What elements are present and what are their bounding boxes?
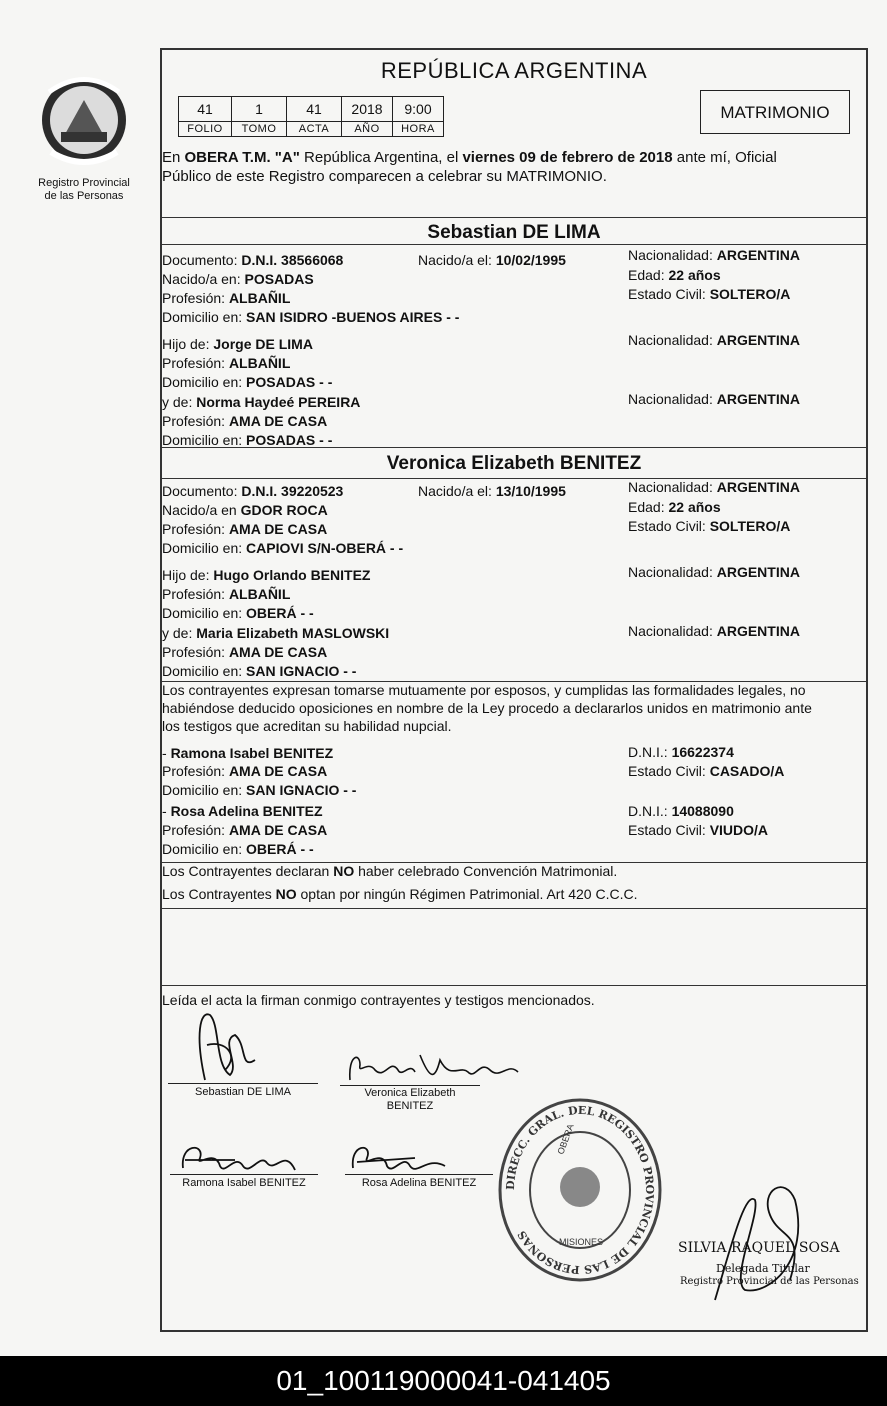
divider [162, 244, 866, 245]
spouse2-mother-nationality [628, 622, 800, 641]
spouse2-profession [162, 520, 327, 539]
signature-witness2 [345, 1138, 455, 1178]
officer-office: Registro Provincial de las Personas [680, 1276, 859, 1287]
label: Profesión: [162, 290, 226, 306]
value: POSADAS - - [246, 432, 333, 448]
spouse1-mother [162, 393, 360, 412]
spouse1-mother-nationality [628, 390, 800, 409]
value: Hugo Orlando BENITEZ [213, 567, 371, 583]
seal-center-bottom: MISIONES [559, 1237, 604, 1247]
value: POSADAS - - [246, 374, 333, 390]
spouse1-mother-profession [162, 412, 327, 431]
value: AMA DE CASA [228, 413, 328, 429]
logo-label-line2: de las Personas [44, 190, 124, 202]
witness2-civil-status [628, 821, 768, 840]
signature-spouse2 [340, 1040, 530, 1090]
spouse2-age [628, 498, 721, 517]
intro-line1 [162, 148, 777, 167]
value: SAN IGNACIO - - [246, 663, 357, 679]
hour-value: 9:00 [393, 97, 444, 122]
value: POSADAS [244, 271, 314, 287]
spouse2-civil-status [628, 517, 790, 536]
label: Nacido/a el: [418, 252, 492, 268]
spouse1-father-address [162, 373, 332, 392]
label: Edad: [628, 267, 665, 283]
seal-center-top: OBERA [555, 1122, 576, 1156]
signature-witness1 [175, 1138, 305, 1178]
value: 22 años [668, 499, 721, 515]
logo-label-line1: Registro Provincial [38, 177, 130, 189]
year-label: AÑO [342, 122, 393, 137]
value: ALBAÑIL [228, 586, 291, 602]
label: Nacionalidad: [628, 564, 713, 580]
value: 16622374 [671, 744, 734, 760]
label: Nacionalidad: [628, 391, 713, 407]
value: SOLTERO/A [709, 518, 791, 534]
value: ALBAÑIL [228, 355, 291, 371]
signature-line [340, 1085, 480, 1086]
intro-mid: República Argentina, el [299, 149, 463, 166]
signature-spouse1 [185, 1005, 265, 1085]
folio-value: 41 [179, 97, 232, 122]
regime-statement [162, 885, 637, 904]
label: Documento: [162, 483, 238, 499]
label: D.N.I.: [628, 744, 668, 760]
label: Profesión: [162, 822, 226, 838]
tomo-label: TOMO [232, 122, 287, 137]
declaration-line2: habiéndose deducido oposiciones en nombre de la Ley procedo a declararlos unidos en matrimonio ante [162, 700, 812, 716]
value: SOLTERO/A [709, 286, 791, 302]
label: Estado Civil: [628, 518, 706, 534]
spouse1-civil-status [628, 285, 790, 304]
folio-label: FOLIO [179, 122, 232, 137]
spouse2-document [162, 482, 343, 501]
divider [162, 908, 866, 909]
label: Edad: [628, 499, 665, 515]
label: Hijo de: [162, 336, 210, 352]
officer-name: SILVIA RAQUEL SOSA [678, 1240, 840, 1256]
label: Estado Civil: [628, 822, 706, 838]
value: ARGENTINA [716, 247, 800, 263]
text: optan por ningún Régimen Patrimonial. Art 420 C.C.C. [296, 886, 638, 902]
label: Nacionalidad: [628, 332, 713, 348]
spouse2-father-address [162, 604, 314, 623]
label: Domicilio en: [162, 605, 243, 621]
witness1-civil-status [628, 762, 784, 781]
divider [162, 217, 866, 218]
value: 22 años [668, 267, 721, 283]
value: SAN IGNACIO - - [246, 782, 357, 798]
spouse1-father-profession [162, 354, 290, 373]
label: Domicilio en: [162, 309, 243, 325]
value: D.N.I. 39220523 [241, 483, 344, 499]
act-type-box: MATRIMONIO [700, 90, 850, 134]
signature-label-witness2: Rosa Adelina BENITEZ [361, 1177, 477, 1189]
value: CAPIOVI S/N-OBERÁ - - [246, 540, 404, 556]
value: SAN ISIDRO -BUENOS AIRES - - [246, 309, 460, 325]
value: GDOR ROCA [240, 502, 328, 518]
label: Estado Civil: [628, 763, 706, 779]
signature-line [170, 1174, 318, 1175]
value: ARGENTINA [716, 332, 800, 348]
value: AMA DE CASA [228, 822, 328, 838]
value: Jorge DE LIMA [213, 336, 313, 352]
label: Estado Civil: [628, 286, 706, 302]
text: Los Contrayentes declaran [162, 863, 334, 879]
hour-label: HORA [393, 122, 444, 137]
label: Nacido/a el: [418, 483, 492, 499]
spouse1-age [628, 266, 721, 285]
convention-statement [162, 862, 617, 881]
label: Domicilio en: [162, 841, 243, 857]
spouse2-birthdate [418, 482, 566, 501]
label: D.N.I.: [628, 803, 668, 819]
value: Maria Elizabeth MASLOWSKI [196, 625, 390, 641]
witness2-profession [162, 821, 327, 840]
value: 10/02/1995 [495, 252, 566, 268]
line1: Veronica Elizabeth [364, 1087, 456, 1099]
value: OBERÁ - - [246, 605, 314, 621]
intro-place: OBERA T.M. "A" [184, 149, 300, 166]
spouse2-nationality [628, 478, 800, 497]
declaration-line1: Los contrayentes expresan tomarse mutuamente por esposos, y cumplidas las formalidades legales, no [162, 682, 806, 698]
spouse2-father [162, 566, 370, 585]
witness1-address [162, 781, 356, 800]
line2: BENITEZ [386, 1100, 434, 1112]
intro-date: viernes 09 de febrero de 2018 [462, 149, 673, 166]
witness1-profession [162, 762, 327, 781]
spouse2-father-nationality [628, 563, 800, 582]
declaration-line3: los testigos que acreditan su habilidad nupcial. [162, 718, 452, 734]
document-id-footer: 01_100119000041-041405 [0, 1356, 887, 1406]
spouse2-birthplace [162, 501, 328, 520]
label: Domicilio en: [162, 540, 243, 556]
spouse1-birthplace [162, 270, 314, 289]
value: AMA DE CASA [228, 644, 328, 660]
tomo-value: 1 [232, 97, 287, 122]
signature-line [345, 1174, 493, 1175]
label: Profesión: [162, 763, 226, 779]
value: CASADO/A [709, 763, 785, 779]
intro-post: ante mí, Oficial [672, 149, 777, 166]
emphasis: NO [333, 863, 355, 879]
signature-label-spouse2 [340, 1087, 480, 1113]
dash: - [162, 745, 171, 761]
text: Los Contrayentes [162, 886, 276, 902]
label: Profesión: [162, 586, 226, 602]
value: ARGENTINA [716, 391, 800, 407]
spouse2-mother-address [162, 662, 356, 681]
label: Profesión: [162, 644, 226, 660]
officer-role: Delegada Titular [716, 1262, 810, 1275]
spouse1-mother-address [162, 431, 332, 450]
page-title: REPÚBLICA ARGENTINA [380, 58, 648, 83]
label: Profesión: [162, 521, 226, 537]
witness2-name [162, 802, 323, 821]
divider [162, 985, 866, 986]
value: AMA DE CASA [228, 521, 328, 537]
spouse1-father [162, 335, 313, 354]
label: Nacionalidad: [628, 479, 713, 495]
closing-statement: Leída el acta la firman conmigo contrayentes y testigos mencionados. [162, 992, 595, 1008]
value: ALBAÑIL [228, 290, 291, 306]
spouse2-father-profession [162, 585, 290, 604]
signature-label-witness1: Ramona Isabel BENITEZ [182, 1177, 306, 1189]
spouse2-mother [162, 624, 389, 643]
value: VIUDO/A [709, 822, 769, 838]
provincial-emblem-icon [39, 72, 129, 172]
spouse1-father-nationality [628, 331, 800, 350]
intro-pre: En [162, 149, 185, 166]
label: Hijo de: [162, 567, 210, 583]
label: Domicilio en: [162, 374, 243, 390]
spouse1-profession [162, 289, 290, 308]
svg-text:DIRECC. GRAL. DEL REGISTRO PRO: DIRECC. GRAL. DEL REGISTRO PROVINCIAL DE LAS PERSONAS [503, 1103, 657, 1277]
label: Nacionalidad: [628, 623, 713, 639]
label: Domicilio en: [162, 432, 243, 448]
label: y de: [162, 625, 193, 641]
value: ARGENTINA [716, 479, 800, 495]
label: Domicilio en: [162, 782, 243, 798]
value: ARGENTINA [716, 564, 800, 580]
label: y de: [162, 394, 193, 410]
label: Nacionalidad: [628, 247, 713, 263]
spouse2-address [162, 539, 403, 558]
registry-seal-icon [495, 1095, 665, 1285]
text: haber celebrado Convención Matrimonial. [354, 863, 618, 879]
spouse1-address [162, 308, 459, 327]
witness2-address [162, 840, 314, 859]
label: Domicilio en: [162, 663, 243, 679]
spouse1-birthdate [418, 251, 566, 270]
witness1-name [162, 744, 333, 763]
label: Nacido/a en: [162, 271, 241, 287]
signature-label-spouse1: Sebastian DE LIMA [195, 1086, 291, 1098]
value: AMA DE CASA [228, 763, 328, 779]
spouse2-mother-profession [162, 643, 327, 662]
value: D.N.I. 38566068 [241, 252, 344, 268]
spouse2-name: Veronica Elizabeth BENITEZ [386, 453, 642, 474]
acta-label: ACTA [287, 122, 342, 137]
intro-line2: Público de este Registro comparecen a celebrar su MATRIMONIO. [162, 168, 607, 185]
value: Norma Haydeé PEREIRA [196, 394, 361, 410]
value: Ramona Isabel BENITEZ [170, 745, 334, 761]
label: Nacido/a en [162, 502, 237, 518]
value: 13/10/1995 [495, 483, 566, 499]
label: Documento: [162, 252, 238, 268]
acta-value: 41 [287, 97, 342, 122]
value: Rosa Adelina BENITEZ [170, 803, 323, 819]
spouse1-name: Sebastian DE LIMA [427, 222, 601, 243]
value: OBERÁ - - [246, 841, 314, 857]
spouse1-nationality [628, 246, 800, 265]
value: ARGENTINA [716, 623, 800, 639]
registry-logo [24, 72, 144, 203]
year-value: 2018 [342, 97, 393, 122]
emphasis: NO [275, 886, 297, 902]
register-table [178, 96, 444, 137]
label: Profesión: [162, 413, 226, 429]
spouse1-document [162, 251, 343, 270]
witness1-dni [628, 743, 734, 762]
label: Profesión: [162, 355, 226, 371]
dash: - [162, 803, 171, 819]
witness2-dni [628, 802, 734, 821]
value: 14088090 [671, 803, 734, 819]
signature-line [168, 1083, 318, 1084]
